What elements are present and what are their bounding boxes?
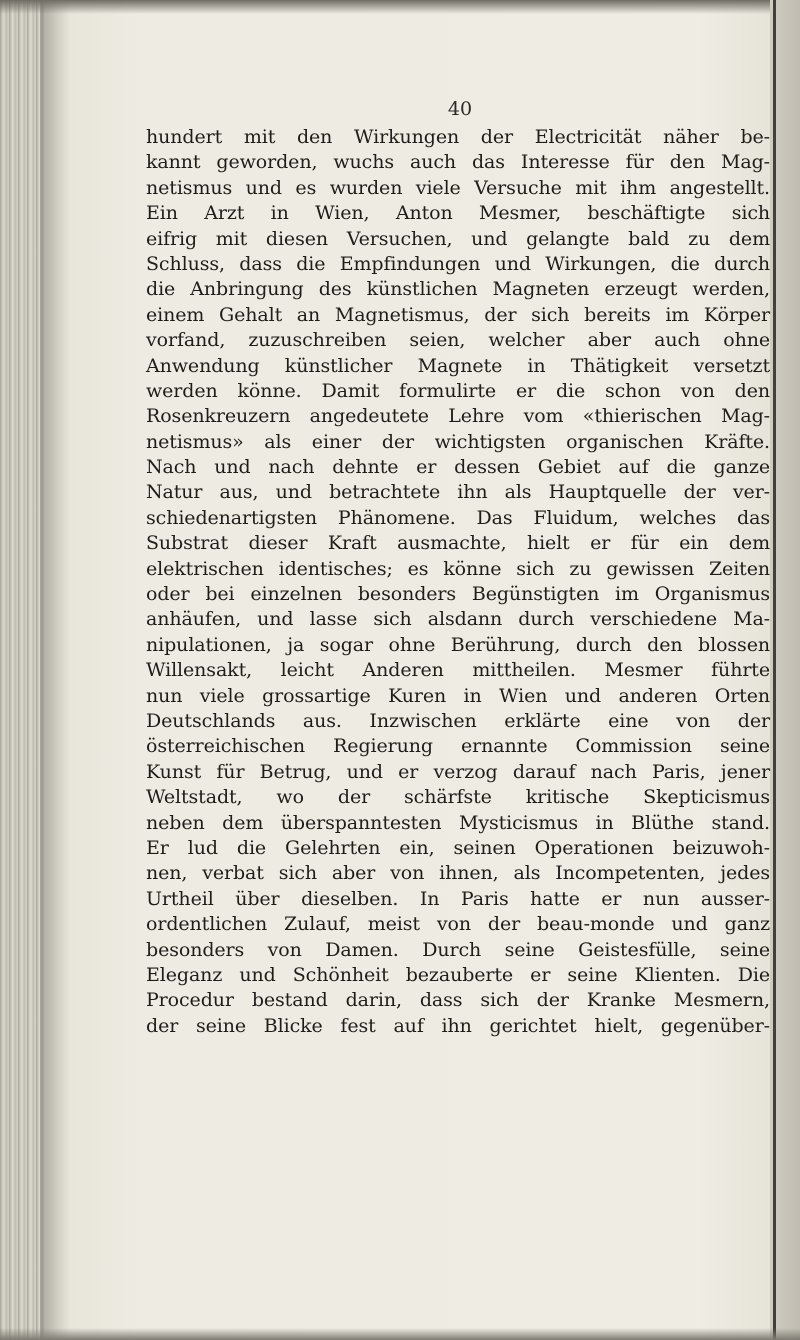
text-line: ordentlichen Zulauf, meist von der beau-monde und ganz	[146, 913, 770, 936]
text-line: die Anbringung des künstlichen Magneten erzeugt werden,	[146, 278, 770, 301]
text-line: Kunst für Betrug, und er verzog darauf nach Paris, jener	[146, 760, 770, 783]
text-line: einem Gehalt an Magnetismus, der sich bereits im Körper	[146, 303, 770, 326]
text-line: besonders von Damen. Durch seine Geistesfülle, seine	[146, 938, 770, 961]
right-edge-dark-line	[773, 0, 776, 1340]
text-line: vorfand, zuzuschreiben seien, welcher aber auch ohne	[146, 329, 770, 352]
text-line: hundert mit den Wirkungen der Electricität näher be-	[146, 126, 770, 148]
text-line: Willensakt, leicht Anderen mittheilen. Mesmer führte	[146, 659, 770, 682]
text-line: werden könne. Damit formulirte er die schon von den	[146, 379, 770, 402]
text-line: anhäufen, und lasse sich alsdann durch verschiedene Ma-	[146, 608, 770, 631]
text-line: schiedenartigsten Phänomene. Das Fluidum, welches das	[146, 506, 770, 529]
text-line: Deutschlands aus. Inzwischen erklärte eine von der	[146, 709, 770, 732]
text-line: nun viele grossartige Kuren in Wien und anderen Orten	[146, 684, 770, 707]
book-binding-edge	[0, 0, 44, 1340]
text-line: nipulationen, ja sogar ohne Berührung, durch den blossen	[146, 633, 770, 656]
text-line: Urtheil über dieselben. In Paris hatte er nun ausser-	[146, 887, 770, 910]
text-line: Eleganz und Schönheit bezauberte er seine Klienten. Die	[146, 963, 770, 986]
gutter-shadow	[40, 0, 70, 1340]
page-number: 40	[447, 98, 473, 120]
text-line: Rosenkreuzern angedeutete Lehre vom «thierischen Mag-	[146, 405, 770, 428]
text-line: österreichischen Regierung ernannte Commission seine	[146, 735, 770, 758]
text-line: elektrischen identisches; es könne sich zu gewissen Zeiten	[146, 557, 770, 580]
text-line: Substrat dieser Kraft ausmachte, hielt er für ein dem	[146, 532, 770, 555]
text-line: oder bei einzelnen besonders Begünstigten im Organismus	[146, 583, 770, 606]
text-line: Ein Arzt in Wien, Anton Mesmer, beschäftigte sich	[146, 202, 770, 225]
text-line: eifrig mit diesen Versuchen, und gelangte bald zu dem	[146, 227, 770, 250]
text-line: Schluss, dass die Empfindungen und Wirkungen, die durch	[146, 252, 770, 275]
text-line: Nach und nach dehnte er dessen Gebiet auf die ganze	[146, 456, 770, 479]
body-text	[146, 125, 770, 1039]
text-line: Er lud die Gelehrten ein, seinen Operationen beizuwoh-	[146, 836, 770, 859]
text-line: netismus und es wurden viele Versuche mit ihm angestellt.	[146, 176, 770, 199]
text-line: Weltstadt, wo der schärfste kritische Skepticismus	[146, 786, 770, 809]
text-line: Procedur bestand darin, dass sich der Kranke Mesmern,	[146, 989, 770, 1012]
text-line: neben dem überspanntesten Mysticismus in Blüthe stand.	[146, 811, 770, 834]
text-line: Anwendung künstlicher Magnete in Thätigkeit versetzt	[146, 354, 770, 377]
text-line: kannt geworden, wuchs auch das Interesse für den Mag-	[146, 151, 770, 174]
text-line: Natur aus, und betrachtete ihn als Hauptquelle der ver-	[146, 481, 770, 504]
top-page-edge	[0, 0, 800, 14]
text-line: netismus» als einer der wichtigsten organischen Kräfte.	[146, 430, 770, 453]
text-line: nen, verbat sich aber von ihnen, als Incompetenten, jedes	[146, 862, 770, 885]
text-line: der seine Blicke fest auf ihn gerichtet hielt, gegenüber-	[146, 1014, 770, 1037]
bottom-page-edge	[0, 1328, 800, 1340]
